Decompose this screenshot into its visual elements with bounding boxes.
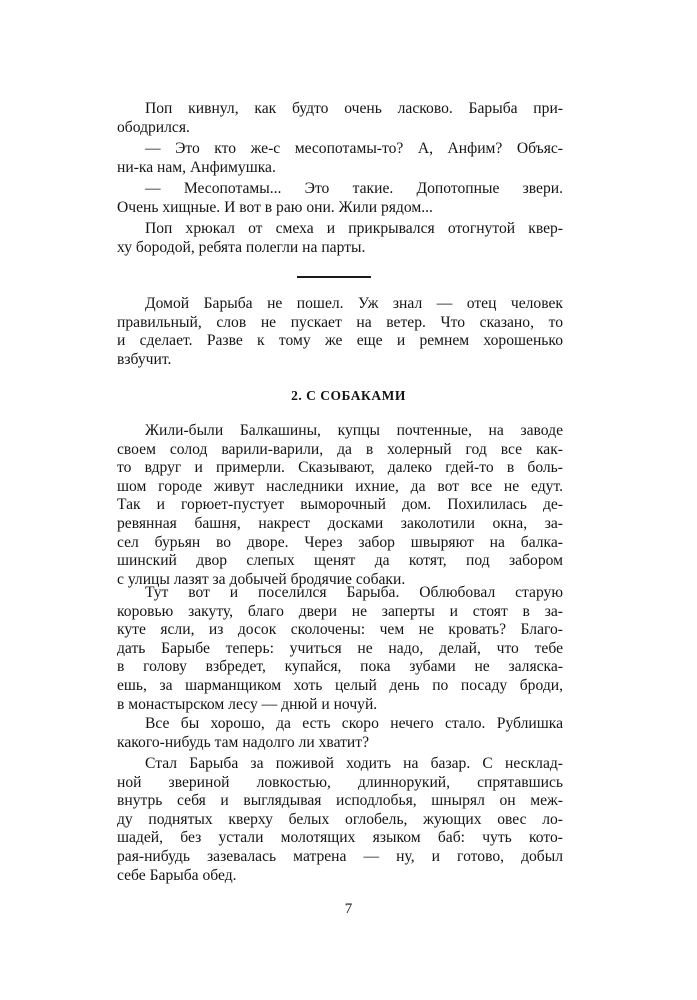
text-line: ни-ка нам, Анфимушка. <box>117 158 276 176</box>
text-line: шом городе живут наследники ихние, да вот все не едут. <box>117 477 563 495</box>
text-line: своем солод варили-варили, да в холерный год все как- <box>117 440 563 458</box>
text-line: Жили-были Балкашины, купцы почтенные, на заводе <box>145 422 563 439</box>
paragraph <box>117 100 563 137</box>
paragraph <box>117 140 563 177</box>
text-line: Стал Барыба за поживой ходить на базар. С несклад- <box>145 755 563 772</box>
text-line: сел бурьян во дворе. Через забор швыряют на балка- <box>117 533 563 551</box>
paragraph <box>117 715 563 752</box>
text-line: — Это кто же-с месопотамы-то? А, Анфим? Объяс- <box>145 140 563 157</box>
paragraph <box>117 180 563 217</box>
paragraph <box>117 422 563 589</box>
text-line: правильный, слов не пускает на ветер. Что сказано, то <box>117 313 563 331</box>
text-line: — Месопотамы... Это такие. Допотопные звери. <box>145 180 563 197</box>
paragraph <box>117 584 563 714</box>
text-line: ду поднятых кверху белых оглобель, жующих овес ло- <box>117 810 563 828</box>
paragraph <box>117 220 563 257</box>
text-line: Поп кивнул, как будто очень ласково. Барыба при- <box>145 100 563 117</box>
text-line: рая-нибудь зазевалась матрена — ну, и готово, добыл <box>117 847 563 865</box>
text-line: то вдруг и примерли. Сказывают, далеко гдей-то в боль- <box>117 459 563 477</box>
text-line: Очень хищные. И вот в раю они. Жили рядом... <box>117 198 433 216</box>
text-line: Тут вот и поселился Барыба. Облюбовал старую <box>145 584 563 601</box>
text-line: куте ясли, из досок сколочены: чем не кровать? Благо- <box>117 621 563 639</box>
text-line: взбучит. <box>117 350 172 368</box>
chapter-heading: 2. С СОБАКАМИ <box>291 388 406 403</box>
text-line: себе Барыба обед. <box>117 866 237 884</box>
text-line: с улицы лазят за добычей бродячие собаки. <box>117 570 406 588</box>
text-line: шинский двор слепых щенят да котят, под забором <box>117 552 563 570</box>
text-line: Все бы хорошо, да есть скоро нечего стало. Рублишка <box>145 715 563 732</box>
text-line: ной звериной ловкостью, длиннорукий, спрятавшись <box>117 773 563 791</box>
page-number: 7 <box>344 901 353 917</box>
text-line: коровью закуту, благо двери не заперты и стоят в за- <box>117 602 563 620</box>
text-line: в монастырском лесу — днюй и ночуй. <box>117 695 378 713</box>
text-line: дать Барыбе теперь: учиться не надо, делай, что тебе <box>117 639 563 657</box>
text-line: и сделает. Разве к тому же еще и ремнем хорошенько <box>117 332 563 350</box>
section-divider <box>297 276 371 278</box>
text-line: внутрь себя и выглядывая исподлобья, шнырял он меж- <box>117 792 563 810</box>
paragraph <box>117 295 563 369</box>
text-line: ешь, за шарманщиком хоть целый день по посаду броди, <box>117 676 563 694</box>
text-line: какого-нибудь там надолго ли хватит? <box>117 733 369 751</box>
text-line: шадей, без устали молотящих языком баб: чуть кото- <box>117 829 563 847</box>
text-line: ободрился. <box>117 118 190 136</box>
text-line: ху бородой, ребята полегли на парты. <box>117 238 366 256</box>
text-line: ревянная башня, накрест досками заколотили окна, за- <box>117 514 563 532</box>
text-line: Домой Барыба не пошел. Уж знал — отец человек <box>145 295 563 312</box>
paragraph <box>117 755 563 885</box>
text-line: в голову взбредет, купайся, пока зубами не заляска- <box>117 658 563 676</box>
text-line: Так и горюет-пустует выморочный дом. Похилилась де- <box>117 496 563 514</box>
text-line: Поп хрюкал от смеха и прикрывался отогнутой квер- <box>145 220 563 237</box>
